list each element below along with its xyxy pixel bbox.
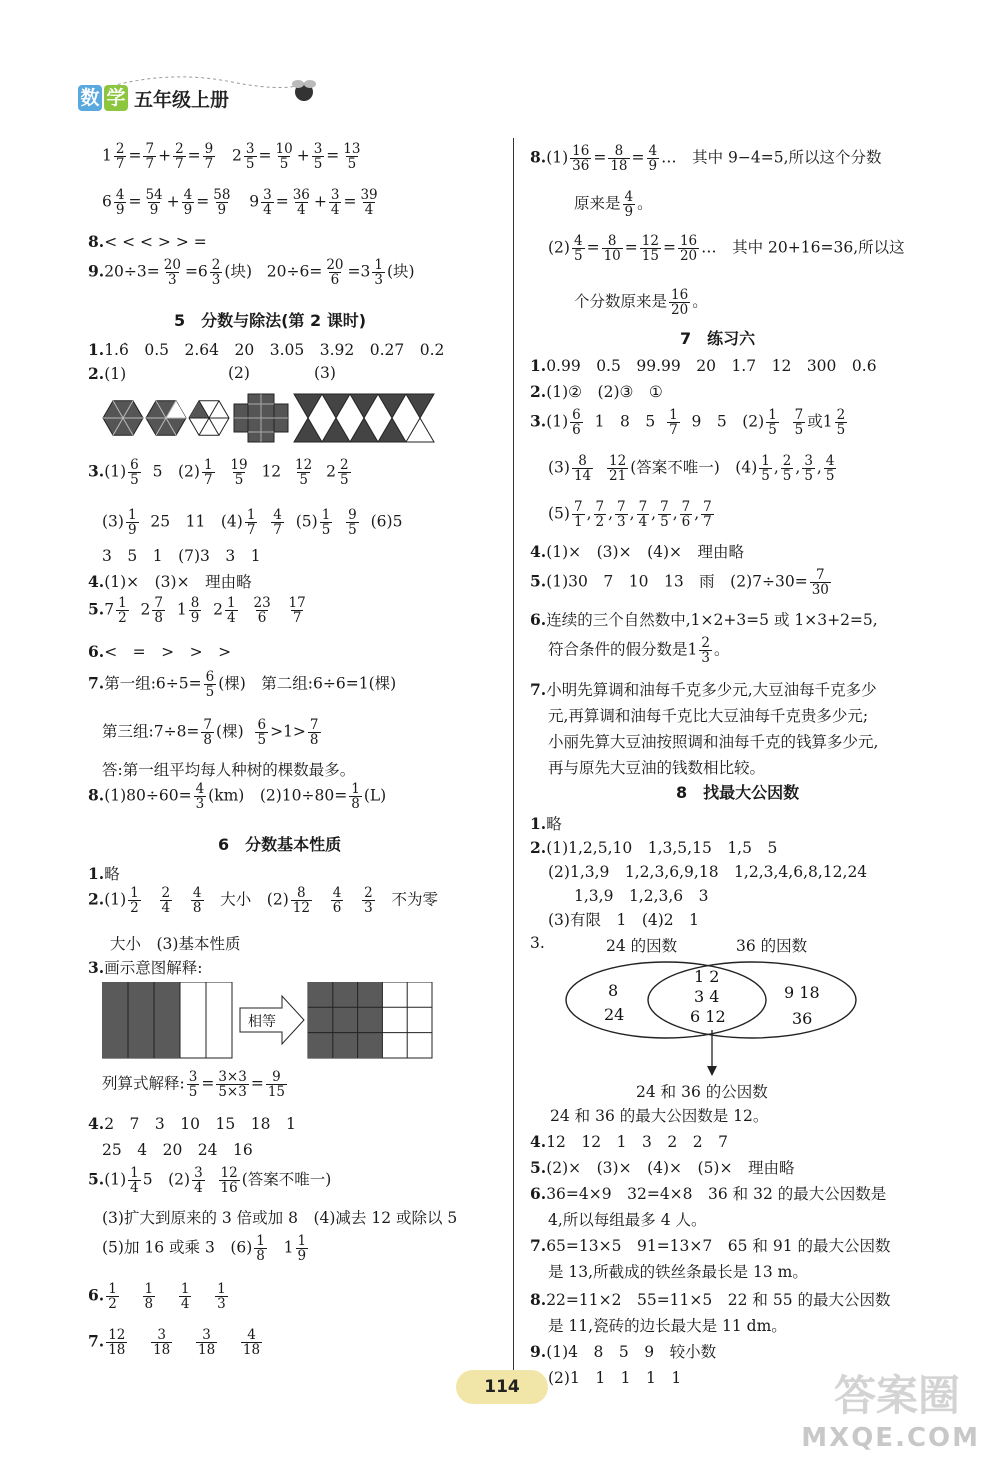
hexagon-five-sixths — [146, 401, 186, 436]
s6-q2-line1: 2.(1) $\frac{1}{2}$ $\frac{2}{4}$ $\frac{4}{8}$ 大小 (2) $\frac{8}{12}$ $\frac{4}{6}$ $\frac{2}{3}$ 不为零 — [88, 885, 438, 916]
hourglass-row — [294, 394, 434, 442]
s6-q7: 7. $\frac{12}{18}$ $\frac{3}{18}$ $\frac{3}{18}$ $\frac{4}{18}$ — [88, 1327, 261, 1358]
s7-q7-line1: 7.小明先算调和油每千克多少元,大豆油每千克多少 — [530, 680, 877, 699]
subject-logo — [78, 85, 128, 111]
venn-mid-3: 6 12 — [690, 1007, 726, 1026]
subject-char-1: 数 — [78, 85, 102, 111]
s6-q5-line1: 5.(1) $\frac{1}{4}$ 5 (2) $\frac{3}{4}$ $\frac{12}{16}$ (答案不唯一) — [88, 1165, 332, 1196]
mixed-fraction-line-1: 1 $\frac{2}{7}$ = $\frac{7}{7}$ + $\frac{2}{7}$ = $\frac{9}{7}$ 2 $\frac{3}{5}$ = $\frac{10}{5}$ + $\frac{3}{5}$ = $\frac{13}{5}$ — [102, 141, 361, 172]
s8-q3-answer: 24 和 36 的最大公因数是 12。 — [550, 1107, 769, 1125]
venn-right-1: 9 18 — [784, 983, 820, 1002]
s8-q2-line3: 1,3,9 1,2,3,6 3 — [574, 887, 709, 905]
s8-q1: 1.略 — [530, 814, 562, 833]
s6-q3: 3.画示意图解释: — [88, 958, 203, 977]
s5-q6: 6.< = > > > — [88, 642, 232, 661]
q8-compare: 8.< < < > > = — [88, 232, 207, 251]
venn-circle-36 — [648, 962, 856, 1038]
r-q8-line1: 8.(1) $\frac{16}{36}$ = $\frac{8}{18}$ = $\frac{4}{9}$ … 其中 9−4=5,所以这个分数 — [530, 143, 882, 174]
r-q8-line2: 原来是 $\frac{4}{9}$ 。 — [574, 189, 653, 220]
subject-char-2: 学 — [104, 85, 128, 111]
s7-q6-line2: 符合条件的假分数是1 $\frac{2}{3}$ 。 — [548, 635, 730, 666]
s8-q6-line1: 6.36=4×9 32=4×8 36 和 32 的最大公因数是 — [530, 1184, 887, 1203]
s5-q3-line1: 3.(1) $\frac{6}{5}$ 5 (2) $\frac{1}{7}$ $\frac{19}{5}$ 12 $\frac{12}{5}$ 2 $\frac{2}{5}$ — [88, 457, 349, 488]
s8-q5: 5.(2)× (3)× (4)× (5)× 理由略 — [530, 1158, 795, 1177]
s7-q2: 2.(1)② (2)③ ① — [530, 382, 663, 401]
s6-q3-diagram — [102, 982, 442, 1060]
s5-q2-labels: 2.(1) (2) (3) — [88, 364, 336, 383]
s6-q3-formula: 列算式解释: $\frac{3}{5}$ = $\frac{3\times 3}{5\times 3}$ = $\frac{9}{15}$ — [102, 1069, 286, 1100]
s8-q6-line2: 4,所以每组最多 4 人。 — [548, 1211, 707, 1229]
section-7-title: 7 练习六 — [680, 329, 756, 348]
s7-q3-line1: 3.(1) $\frac{6}{6}$ 1 8 5 $\frac{1}{7}$ 9 5 (2) $\frac{1}{5}$ $\frac{7}{5}$ 或1 $\frac{2}{5}$ — [530, 407, 846, 438]
column-divider — [513, 138, 514, 1370]
s7-q5: 5.(1)30 7 10 13 雨 (2)7÷30= $\frac{7}{30}$ — [530, 567, 829, 598]
s7-q4: 4.(1)× (3)× (4)× 理由略 — [530, 542, 745, 561]
q9-division: 9.20÷3= $\frac{20}{3}$ =6 $\frac{2}{3}$ (块) 20÷6= $\frac{20}{6}$ =3 $\frac{1}{3}$ (块) — [88, 257, 415, 288]
section-5-title: 5 分数与除法(第 2 课时) — [174, 311, 367, 330]
hexagon-full — [103, 401, 143, 436]
s6-q1: 1.略 — [88, 864, 120, 883]
three-fifths-bar — [102, 982, 232, 1058]
s6-q5-line2: (3)扩大到原来的 3 倍或加 8 (4)减去 12 或除以 5 — [102, 1209, 458, 1227]
s7-q3-line3: (5) $\frac{7}{1}$ , $\frac{7}{2}$ , $\frac{7}{3}$ , $\frac{7}{4}$ , $\frac{7}{5}$ , $\frac{7}{6}$ , $\frac{7}{7}$ — [548, 499, 712, 530]
s8-q7-line2: 是 13,所截成的铁丝条最长是 13 m。 — [548, 1263, 808, 1281]
s8-q2-line2: (2)1,3,9 1,2,3,6,9,18 1,2,3,4,6,8,12,24 — [548, 863, 868, 881]
page-number: 114 — [484, 1377, 520, 1397]
s7-q7-line2: 元,再算调和油每千克比大豆油每千克贵多少元; — [548, 707, 869, 725]
cross-figure — [234, 394, 288, 442]
s8-q9-line2: (2)1 1 1 1 1 — [548, 1369, 682, 1387]
s7-q1: 1.0.99 0.5 99.99 20 1.7 12 300 0.6 — [530, 356, 877, 375]
s5-q4: 4.(1)× (3)× 理由略 — [88, 572, 252, 591]
s5-q7-line1: 7.第一组:6÷5= $\frac{6}{5}$ (棵) 第二组:6÷6=1(棵) — [88, 669, 397, 700]
venn-label-24: 24 的因数 — [606, 937, 678, 955]
venn-common-label: 24 和 36 的公因数 — [636, 1083, 768, 1101]
watermark-url: MXQE.COM — [801, 1423, 980, 1453]
s5-q5: 5.7 $\frac{1}{2}$ 2 $\frac{7}{8}$ 1 $\frac{8}{9}$ 2 $\frac{1}{4}$ $\frac{23}{6}$ $\frac{17}{7}$ — [88, 595, 306, 626]
s7-q3-line2: (3) $\frac{8}{14}$ $\frac{12}{21}$ (答案不唯一) (4) $\frac{1}{5}$ , $\frac{2}{5}$ , $\frac{3}{5}$ , $\frac{4}{5}$ — [548, 453, 835, 484]
s7-q7-line4: 再与原先大豆油的钱数相比较。 — [548, 759, 766, 777]
s8-q4: 4.12 12 1 3 2 2 7 — [530, 1132, 728, 1151]
s6-q4-line1: 4.2 7 3 10 15 18 1 — [88, 1114, 296, 1133]
venn-left-2: 24 — [604, 1005, 625, 1024]
s7-q7-line3: 小丽先算大豆油按照调和油每千克的钱算多少元, — [548, 733, 879, 751]
r-q8-line3: (2) $\frac{4}{5}$ = $\frac{8}{10}$ = $\frac{12}{15}$ = $\frac{16}{20}$ … 其中 20+16=36,所以这 — [548, 233, 905, 264]
s8-q2-line1: 2.(1)1,2,5,10 1,3,5,15 1,5 5 — [530, 838, 778, 857]
venn-left-1: 8 — [608, 981, 619, 1000]
s7-q6-line1: 6.连续的三个自然数中,1×2+3=5 或 1×3+2=5, — [530, 610, 878, 629]
s8-q8-line1: 8.22=11×2 55=11×5 22 和 55 的最大公因数 — [530, 1290, 891, 1309]
venn-mid-2: 3 4 — [694, 987, 720, 1006]
s8-q2-line4: (3)有限 1 (4)2 1 — [548, 911, 699, 929]
venn-arrow-head — [707, 1066, 717, 1076]
s8-q8-line2: 是 11,瓷砖的边长最大是 11 dm。 — [548, 1317, 787, 1335]
equal-arrow-label: 相等 — [248, 1014, 276, 1030]
s8-q7-line1: 7.65=13×5 91=13×7 65 和 91 的最大公因数 — [530, 1236, 891, 1255]
venn-label-36: 36 的因数 — [736, 937, 808, 955]
s6-q4-line2: 25 4 20 24 16 — [102, 1141, 253, 1159]
s5-q2-figures — [102, 392, 442, 444]
s5-q3-line3: 3 5 1 (7)3 3 1 — [102, 547, 261, 565]
s6-q6: 6. $\frac{1}{2}$ $\frac{1}{8}$ $\frac{1}{4}$ $\frac{1}{3}$ — [88, 1281, 226, 1312]
venn-mid-1: 1 2 — [694, 967, 720, 986]
mixed-fraction-line-2: 6 $\frac{4}{9}$ = $\frac{54}{9}$ + $\frac{4}{9}$ = $\frac{58}{9}$ 9 $\frac{3}{4}$ = $\frac{36}{4}$ + $\frac{3}{4}$ = $\frac{39}{4}$ — [102, 187, 378, 218]
hexagon-one-sixth — [189, 401, 229, 436]
s8-q3-num: 3. — [530, 934, 545, 952]
s6-q2-line2: 大小 (3)基本性质 — [110, 935, 241, 953]
nine-fifteenths-bar — [308, 982, 432, 1058]
s6-q5-line3: (5)加 16 或乘 3 (6) $\frac{1}{8}$ 1 $\frac{1}{9}$ — [102, 1233, 307, 1264]
venn-circle-24 — [566, 962, 766, 1038]
book-header — [78, 78, 229, 118]
watermark-logo: 答案圈 — [833, 1371, 960, 1420]
grade-label: 五年级上册 — [134, 88, 230, 111]
s8-q9-line1: 9.(1)4 8 5 9 较小数 — [530, 1342, 717, 1361]
s5-q3-line2: (3) $\frac{1}{9}$ 25 11 (4) $\frac{1}{7}$ $\frac{4}{7}$ (5) $\frac{1}{5}$ $\frac{9}{5}$ (6)5 — [102, 507, 403, 538]
s5-q7-line2: 第三组:7÷8= $\frac{7}{8}$ (棵) $\frac{6}{5}$ >1> $\frac{7}{8}$ — [102, 717, 319, 748]
venn-diagram — [556, 958, 866, 1078]
section-6-title: 6 分数基本性质 — [218, 835, 342, 854]
equal-arrow — [240, 996, 304, 1044]
s5-q1: 1.1.6̇ 0.5 2.64 20 3.05 3.92 0.27 0.2 — [88, 340, 445, 359]
s5-q8: 8.(1)80÷60= $\frac{4}{3}$ (km) (2)10÷80= $\frac{1}{8}$ (L) — [88, 781, 387, 812]
venn-right-2: 36 — [792, 1009, 813, 1028]
r-q8-line4: 个分数原来是 $\frac{16}{20}$ 。 — [574, 287, 708, 318]
s5-q7-answer: 答:第一组平均每人种树的棵数最多。 — [102, 761, 356, 779]
section-8-title: 8 找最大公因数 — [676, 783, 800, 802]
